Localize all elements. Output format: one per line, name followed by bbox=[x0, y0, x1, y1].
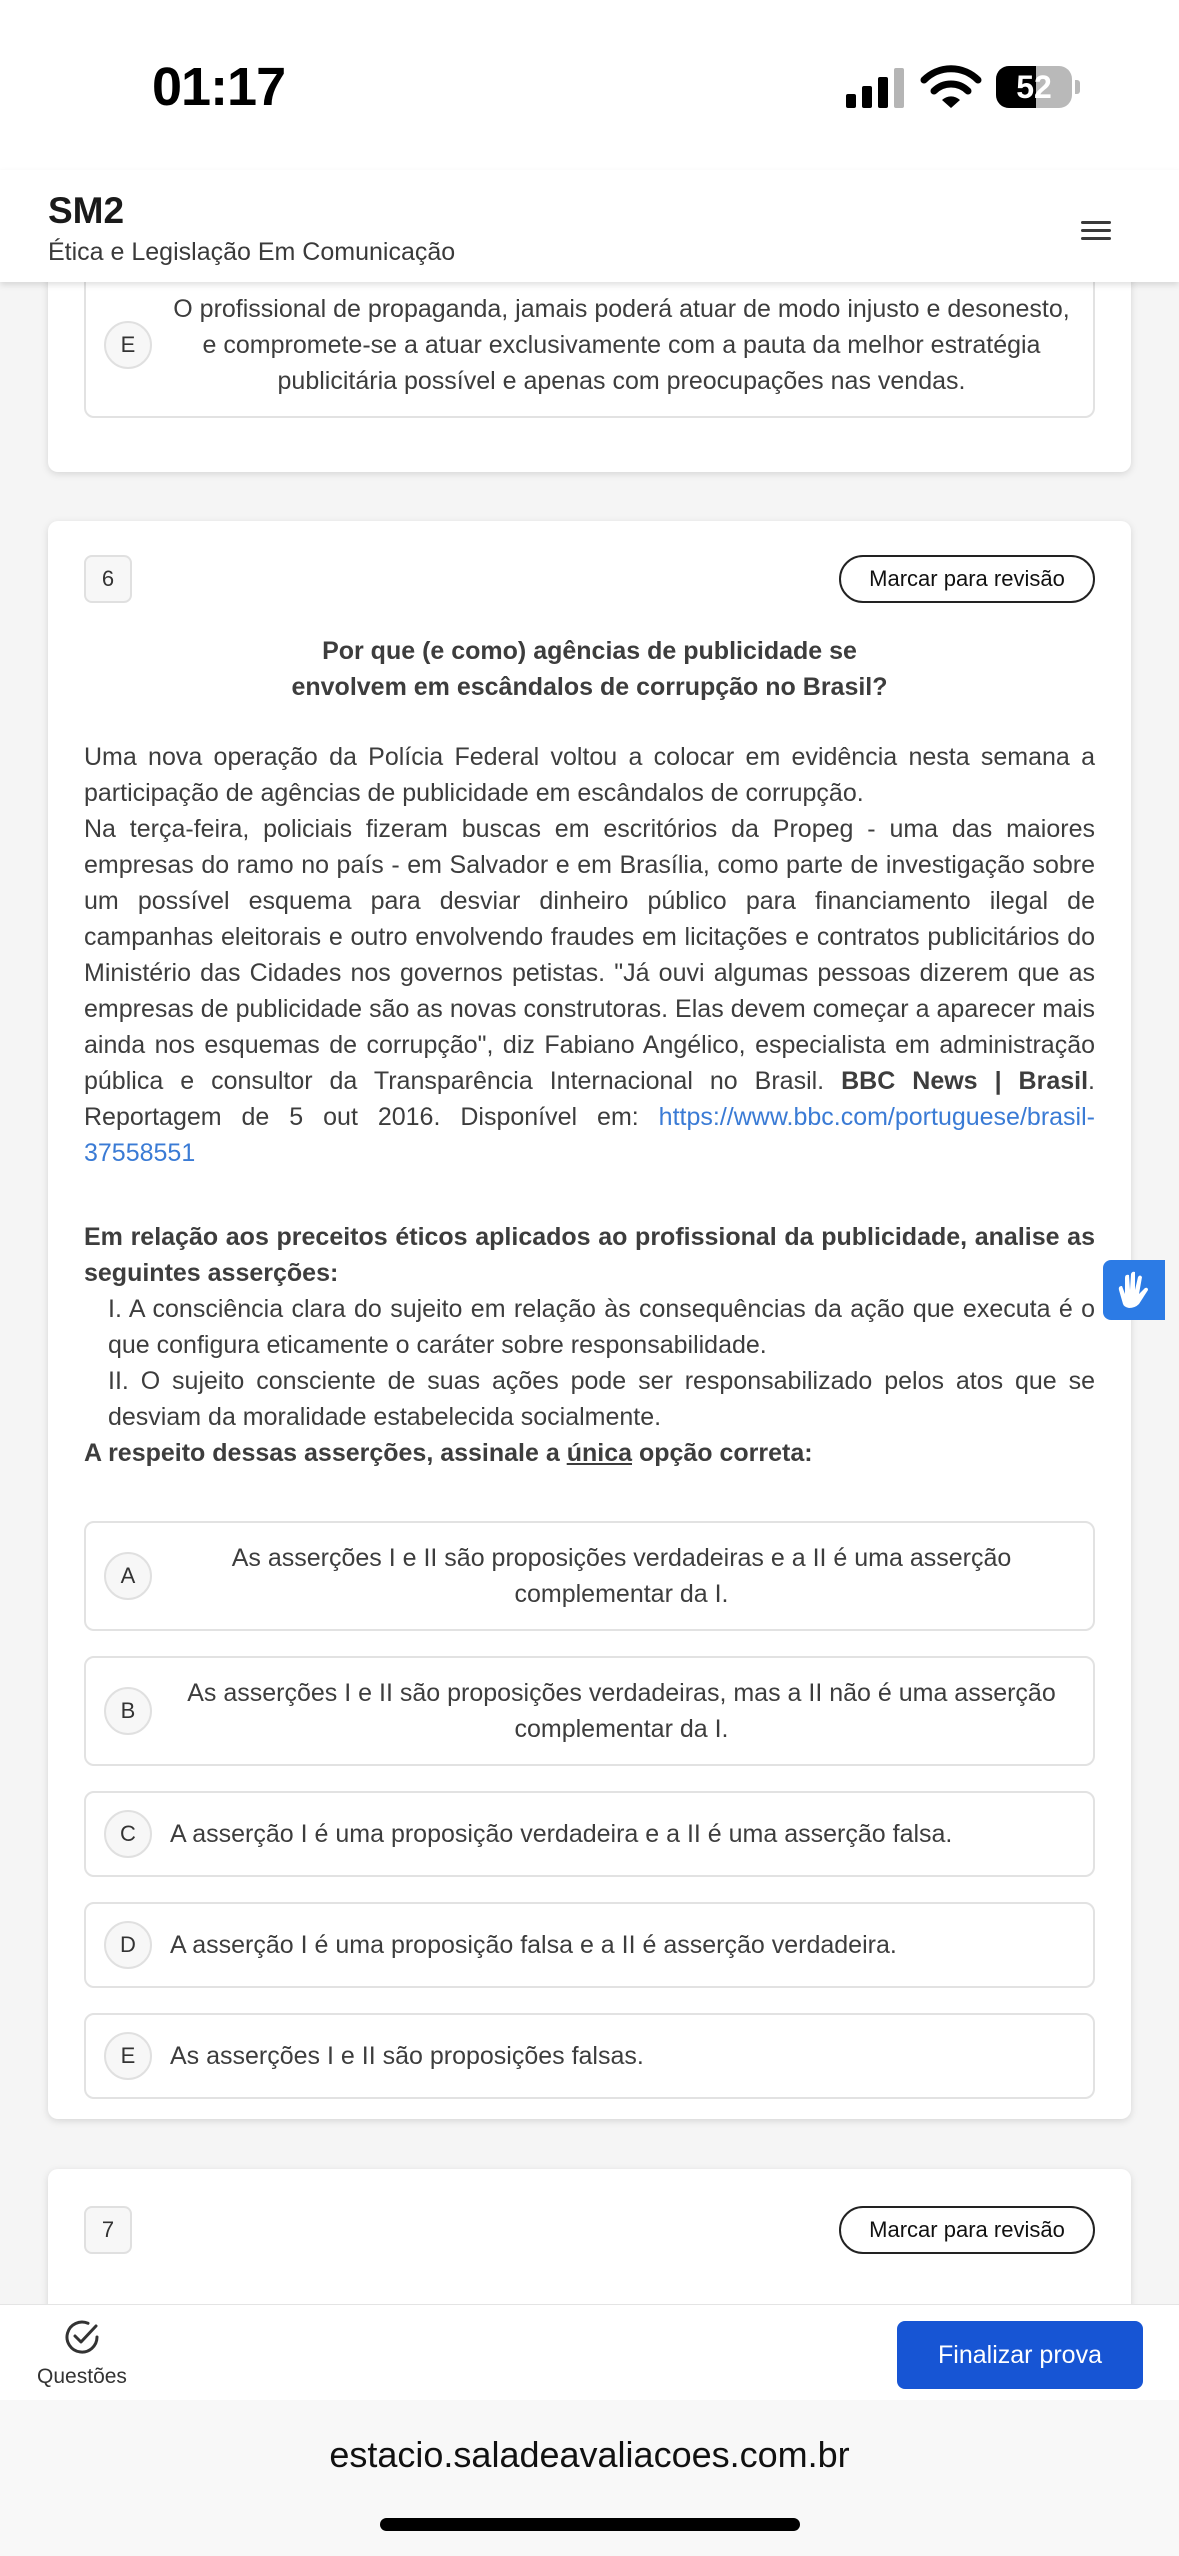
question-title-line: Por que (e como) agências de publicidade se bbox=[322, 637, 857, 665]
question-card-5 bbox=[48, 282, 1131, 472]
answer-prompt bbox=[84, 1435, 1095, 1471]
assertion-2: II. O sujeito consciente de suas ações pode ser responsabilizado pelos atos que se desviam da moralidade estabelecida socialmente. bbox=[108, 1367, 1095, 1431]
option-letter: A bbox=[104, 1552, 152, 1600]
app-header bbox=[0, 170, 1179, 282]
instruction: Em relação aos preceitos éticos aplicados ao profissional da publicidade, analise as seguintes asserções: bbox=[84, 1223, 1095, 1287]
hamburger-menu-icon[interactable] bbox=[1074, 216, 1118, 256]
wifi-icon bbox=[920, 64, 982, 110]
sign-language-accessibility-button[interactable] bbox=[1103, 1260, 1165, 1320]
question-title-line: envolvem em escândalos de corrupção no Brasil? bbox=[291, 673, 888, 701]
option-e[interactable] bbox=[84, 282, 1095, 418]
check-circle-icon bbox=[64, 2319, 100, 2355]
option-a[interactable] bbox=[84, 1521, 1095, 1631]
questions-label: Questões bbox=[37, 2365, 127, 2388]
option-text: As asserções I e II são proposições verdadeiras, mas a II não é uma asserção complementar da I. bbox=[187, 1679, 1056, 1743]
option-text: O profissional de propaganda, jamais poderá atuar de modo injusto e desonesto, e compromete-se a atuar exclusivamente com a pauta da melhor estratégia publicitária possível e apenas com preocupações nas vendas. bbox=[173, 295, 1070, 395]
option-text: A asserção I é uma proposição falsa e a II é asserção verdadeira. bbox=[170, 1931, 897, 1959]
cellular-signal-icon bbox=[846, 68, 906, 108]
hand-sign-icon bbox=[1103, 1260, 1165, 1320]
question-number: 7 bbox=[84, 2206, 132, 2254]
status-bar bbox=[0, 0, 1179, 170]
status-time: 01:17 bbox=[152, 57, 286, 117]
question-number: 6 bbox=[84, 555, 132, 603]
option-letter: B bbox=[104, 1687, 152, 1735]
question-statements bbox=[84, 1219, 1095, 1471]
bottom-bar bbox=[0, 2304, 1179, 2400]
option-d[interactable] bbox=[84, 1902, 1095, 1988]
question-title bbox=[84, 633, 1095, 705]
course-name: Ética e Legislação Em Comunicação bbox=[48, 238, 456, 266]
battery-percent: 52 bbox=[1016, 69, 1052, 105]
prompt-text: A respeito dessas asserções, assinale a bbox=[84, 1439, 567, 1467]
mark-for-review-button[interactable]: Marcar para revisão bbox=[839, 2206, 1095, 2254]
source-name: BBC News | Brasil bbox=[841, 1067, 1089, 1095]
mark-for-review-button[interactable]: Marcar para revisão bbox=[839, 555, 1095, 603]
option-letter: E bbox=[104, 2032, 152, 2080]
questions-button[interactable] bbox=[30, 2317, 134, 2393]
source-details: . Reportagem de 5 out 2016. Disponível em: bbox=[84, 1067, 1095, 1131]
option-c[interactable] bbox=[84, 1791, 1095, 1877]
url-text[interactable]: estacio.saladeavaliacoes.com.br bbox=[329, 2434, 850, 2475]
option-letter: C bbox=[104, 1810, 152, 1858]
question-text bbox=[84, 739, 1095, 1171]
paragraph bbox=[84, 811, 1095, 1171]
question-card-7 bbox=[48, 2169, 1131, 2304]
option-e[interactable] bbox=[84, 2013, 1095, 2099]
home-indicator[interactable] bbox=[380, 2518, 800, 2531]
option-b[interactable] bbox=[84, 1656, 1095, 1766]
prompt-text: opção correta: bbox=[632, 1439, 813, 1467]
option-letter: E bbox=[104, 321, 152, 369]
option-letter: D bbox=[104, 1921, 152, 1969]
exam-title: SM2 bbox=[48, 190, 125, 231]
question-card-6 bbox=[48, 521, 1131, 2119]
assertion-1: I. A consciência clara do sujeito em relação às consequências da ação que executa é o que configura eticamente o caráter sobre responsabilidade. bbox=[108, 1295, 1095, 1359]
option-text: As asserções I e II são proposições verdadeiras e a II é uma asserção complementar da I. bbox=[231, 1544, 1012, 1608]
questions-scroll-area[interactable] bbox=[0, 282, 1179, 2304]
option-text: A asserção I é uma proposição verdadeira e a II é uma asserção falsa. bbox=[170, 1820, 953, 1848]
paragraph: Uma nova operação da Polícia Federal voltou a colocar em evidência nesta semana a participação de agências de publicidade em escândalos de corrupção. bbox=[84, 743, 1095, 807]
paragraph-text: Na terça-feira, policiais fizeram buscas em escritórios da Propeg - uma das maiores empresas do ramo no país - em Salvador e em Brasília, como parte de investigação sobre um possível esquema para desviar dinheiro público para financiamento ilegal de campanhas eleitorais e outro envolvendo fraudes em licitações e contratos publicitários do Ministério das Cidades nos governos petistas. "Já ouvi algumas pessoas dizerem que as empresas de publicidade são as novas construtoras. Elas devem começar a aparecer mais ainda nos esquemas de corrupção", diz Fabiano Angélico, especialista em administração pública e consultor da Transparência Internacional no Brasil. bbox=[84, 815, 1095, 1095]
finish-exam-button[interactable]: Finalizar prova bbox=[897, 2321, 1143, 2389]
source-link[interactable]: https://www.bbc.com/portuguese/brasil-37558551 bbox=[84, 1103, 1095, 1167]
browser-address-bar[interactable] bbox=[0, 2400, 1179, 2556]
prompt-emphasis: única bbox=[566, 1439, 632, 1467]
battery-indicator bbox=[996, 66, 1076, 108]
option-text: As asserções I e II são proposições falsas. bbox=[170, 2042, 644, 2070]
